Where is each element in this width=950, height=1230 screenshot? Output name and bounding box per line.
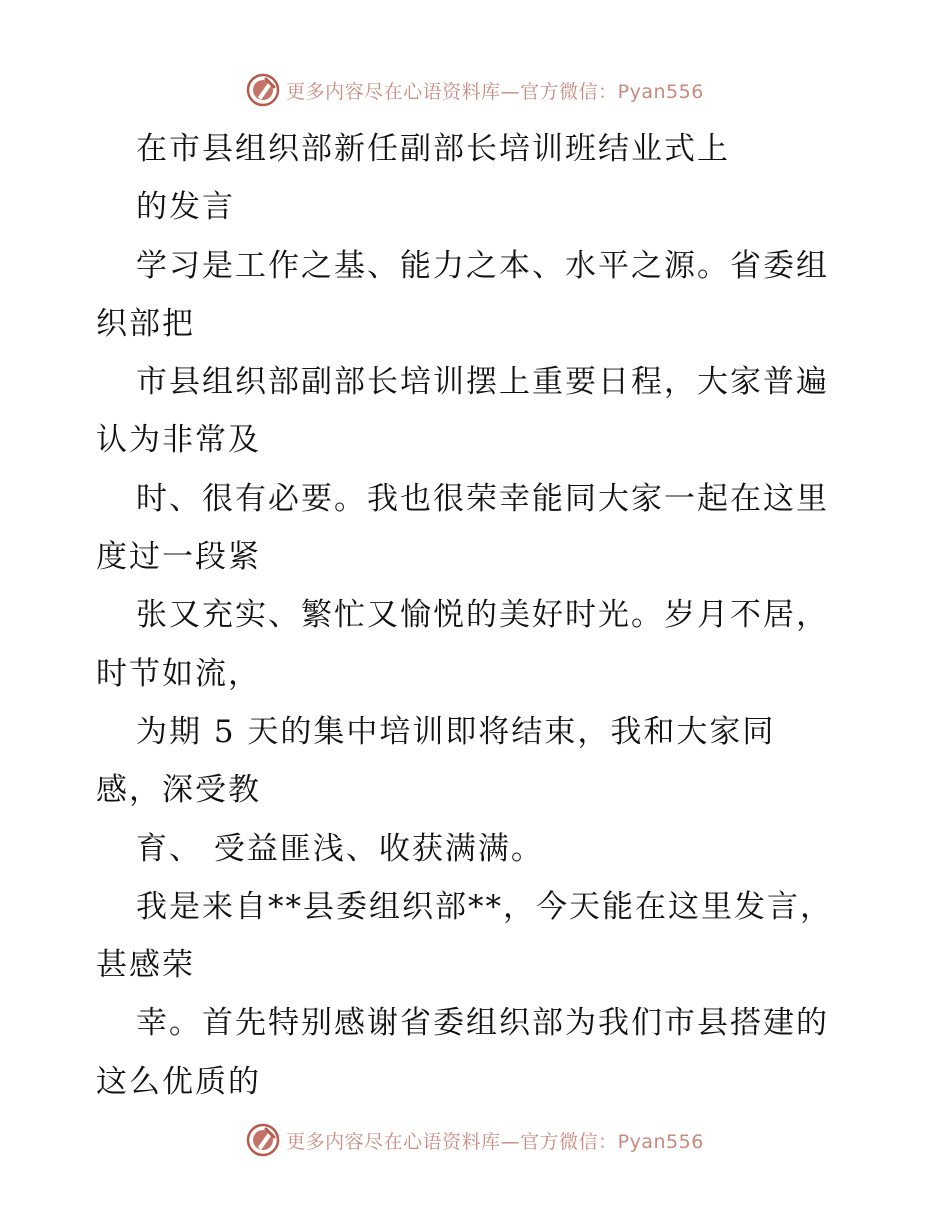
document-line: 认为非常及 [96, 422, 261, 459]
pen-nib-logo-icon [246, 1123, 280, 1157]
document-line: 时、很有必要。我也很荣幸能同大家一起在这里 [136, 480, 829, 517]
document-body [96, 120, 856, 1111]
document-line: 度过一段紧 [96, 539, 261, 576]
document-line: 学习是工作之基、能力之本、水平之源。省委组 [136, 247, 829, 284]
footer-wechat-id: Pyan556 [617, 1130, 704, 1153]
document-line: 时节如流， [96, 655, 261, 692]
document-line: 甚感荣 [96, 947, 195, 984]
header-wechat-id: Pyan556 [617, 80, 704, 103]
document-line: 市县组织部副部长培训摆上重要日程，大家普遍 [136, 364, 829, 401]
footer-banner-text [286, 1127, 704, 1154]
document-line: 张又充实、繁忙又愉悦的美好时光。岁月不居， [136, 597, 829, 634]
document-line: 感，深受教 [96, 772, 261, 809]
document-line: 育、 受益匪浅、收获满满。 [136, 830, 544, 867]
header-banner-text [286, 77, 704, 104]
header-banner [0, 70, 950, 110]
pen-nib-logo-icon [246, 73, 280, 107]
footer-banner [0, 1120, 950, 1160]
document-line: 我是来自**县委组织部**，今天能在这里发言， [136, 888, 833, 925]
document-line: 织部把 [96, 305, 195, 342]
document-line: 幸。首先特别感谢省委组织部为我们市县搭建的 [136, 1005, 829, 1042]
footer-slogan: 更多内容尽在心语资料库—官方微信： [286, 1130, 618, 1153]
document-line: 的发言 [136, 189, 235, 226]
document-line: 为期 5 天的集中培训即将结束，我和大家同 [136, 713, 776, 750]
document-line: 这么优质的 [96, 1063, 261, 1100]
document-line: 在市县组织部新任副部长培训班结业式上 [136, 131, 730, 167]
header-slogan: 更多内容尽在心语资料库—官方微信： [286, 80, 618, 103]
